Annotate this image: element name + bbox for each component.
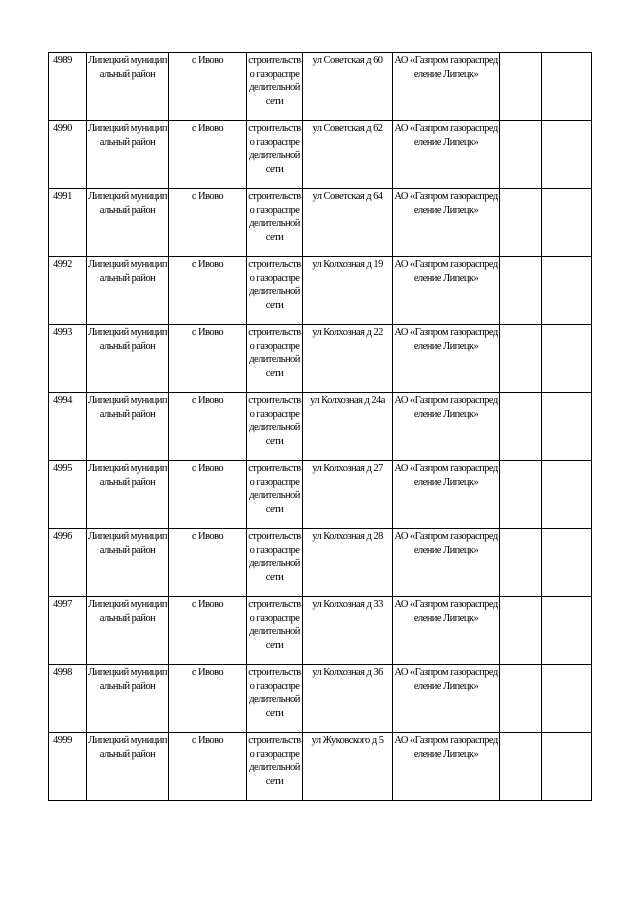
- cell-empty-2: [542, 597, 592, 665]
- cell-work-type: строительство газораспределительной сети: [247, 53, 303, 121]
- cell-number: 4994: [49, 393, 87, 461]
- cell-number: 4997: [49, 597, 87, 665]
- cell-empty-2: [542, 529, 592, 597]
- cell-address: ул Колхозная д 28: [303, 529, 393, 597]
- cell-number: 4996: [49, 529, 87, 597]
- cell-owner: АО «Газпром газораспределение Липецк»: [393, 189, 500, 257]
- cell-number: 4990: [49, 121, 87, 189]
- cell-locality: с Ивово: [169, 665, 247, 733]
- table-body: [49, 53, 592, 801]
- cell-address: ул Колхозная д 24а: [303, 393, 393, 461]
- table-row: [49, 461, 592, 529]
- cell-owner: АО «Газпром газораспределение Липецк»: [393, 325, 500, 393]
- cell-empty-2: [542, 325, 592, 393]
- cell-address: ул Советская д 64: [303, 189, 393, 257]
- table-row: [49, 53, 592, 121]
- cell-address: ул Советская д 60: [303, 53, 393, 121]
- table-row: [49, 189, 592, 257]
- cell-empty-2: [542, 53, 592, 121]
- cell-district: Липецкий муниципальный район: [87, 733, 169, 801]
- table-row: [49, 121, 592, 189]
- cell-address: ул Жуковского д 5: [303, 733, 393, 801]
- cell-number: 4992: [49, 257, 87, 325]
- cell-locality: с Ивово: [169, 325, 247, 393]
- cell-district: Липецкий муниципальный район: [87, 393, 169, 461]
- cell-owner: АО «Газпром газораспределение Липецк»: [393, 597, 500, 665]
- cell-empty-1: [500, 733, 542, 801]
- table-row: [49, 733, 592, 801]
- cell-owner: АО «Газпром газораспределение Липецк»: [393, 257, 500, 325]
- cell-empty-2: [542, 665, 592, 733]
- cell-number: 4995: [49, 461, 87, 529]
- cell-work-type: строительство газораспределительной сети: [247, 257, 303, 325]
- cell-empty-2: [542, 257, 592, 325]
- cell-owner: АО «Газпром газораспределение Липецк»: [393, 121, 500, 189]
- cell-empty-1: [500, 121, 542, 189]
- cell-empty-2: [542, 393, 592, 461]
- cell-owner: АО «Газпром газораспределение Липецк»: [393, 461, 500, 529]
- cell-locality: с Ивово: [169, 257, 247, 325]
- cell-locality: с Ивово: [169, 393, 247, 461]
- cell-locality: с Ивово: [169, 733, 247, 801]
- cell-owner: АО «Газпром газораспределение Липецк»: [393, 733, 500, 801]
- cell-district: Липецкий муниципальный район: [87, 461, 169, 529]
- cell-number: 4999: [49, 733, 87, 801]
- cell-address: ул Колхозная д 36: [303, 665, 393, 733]
- cell-number: 4991: [49, 189, 87, 257]
- table-row: [49, 597, 592, 665]
- cell-empty-1: [500, 529, 542, 597]
- cell-owner: АО «Газпром газораспределение Липецк»: [393, 665, 500, 733]
- registry-table: [48, 52, 592, 801]
- cell-work-type: строительство газораспределительной сети: [247, 461, 303, 529]
- cell-district: Липецкий муниципальный район: [87, 325, 169, 393]
- cell-district: Липецкий муниципальный район: [87, 53, 169, 121]
- cell-address: ул Колхозная д 27: [303, 461, 393, 529]
- table-row: [49, 529, 592, 597]
- cell-work-type: строительство газораспределительной сети: [247, 189, 303, 257]
- cell-empty-2: [542, 189, 592, 257]
- cell-district: Липецкий муниципальный район: [87, 189, 169, 257]
- cell-empty-1: [500, 393, 542, 461]
- cell-work-type: строительство газораспределительной сети: [247, 597, 303, 665]
- cell-district: Липецкий муниципальный район: [87, 665, 169, 733]
- cell-address: ул Колхозная д 33: [303, 597, 393, 665]
- cell-number: 4989: [49, 53, 87, 121]
- cell-locality: с Ивово: [169, 53, 247, 121]
- table-row: [49, 393, 592, 461]
- cell-empty-1: [500, 257, 542, 325]
- cell-owner: АО «Газпром газораспределение Липецк»: [393, 53, 500, 121]
- cell-district: Липецкий муниципальный район: [87, 121, 169, 189]
- cell-locality: с Ивово: [169, 461, 247, 529]
- cell-district: Липецкий муниципальный район: [87, 257, 169, 325]
- cell-number: 4998: [49, 665, 87, 733]
- cell-empty-1: [500, 461, 542, 529]
- cell-empty-1: [500, 189, 542, 257]
- cell-district: Липецкий муниципальный район: [87, 529, 169, 597]
- cell-empty-2: [542, 733, 592, 801]
- cell-work-type: строительство газораспределительной сети: [247, 665, 303, 733]
- cell-address: ул Колхозная д 22: [303, 325, 393, 393]
- cell-work-type: строительство газораспределительной сети: [247, 393, 303, 461]
- cell-work-type: строительство газораспределительной сети: [247, 121, 303, 189]
- table-row: [49, 665, 592, 733]
- cell-work-type: строительство газораспределительной сети: [247, 325, 303, 393]
- cell-empty-2: [542, 461, 592, 529]
- cell-empty-2: [542, 121, 592, 189]
- cell-work-type: строительство газораспределительной сети: [247, 733, 303, 801]
- cell-district: Липецкий муниципальный район: [87, 597, 169, 665]
- cell-empty-1: [500, 53, 542, 121]
- cell-work-type: строительство газораспределительной сети: [247, 529, 303, 597]
- cell-locality: с Ивово: [169, 529, 247, 597]
- cell-address: ул Советская д 62: [303, 121, 393, 189]
- table-row: [49, 325, 592, 393]
- cell-locality: с Ивово: [169, 597, 247, 665]
- cell-address: ул Колхозная д 19: [303, 257, 393, 325]
- cell-locality: с Ивово: [169, 189, 247, 257]
- cell-empty-1: [500, 665, 542, 733]
- cell-owner: АО «Газпром газораспределение Липецк»: [393, 393, 500, 461]
- table-row: [49, 257, 592, 325]
- cell-empty-1: [500, 597, 542, 665]
- cell-empty-1: [500, 325, 542, 393]
- cell-locality: с Ивово: [169, 121, 247, 189]
- cell-number: 4993: [49, 325, 87, 393]
- cell-owner: АО «Газпром газораспределение Липецк»: [393, 529, 500, 597]
